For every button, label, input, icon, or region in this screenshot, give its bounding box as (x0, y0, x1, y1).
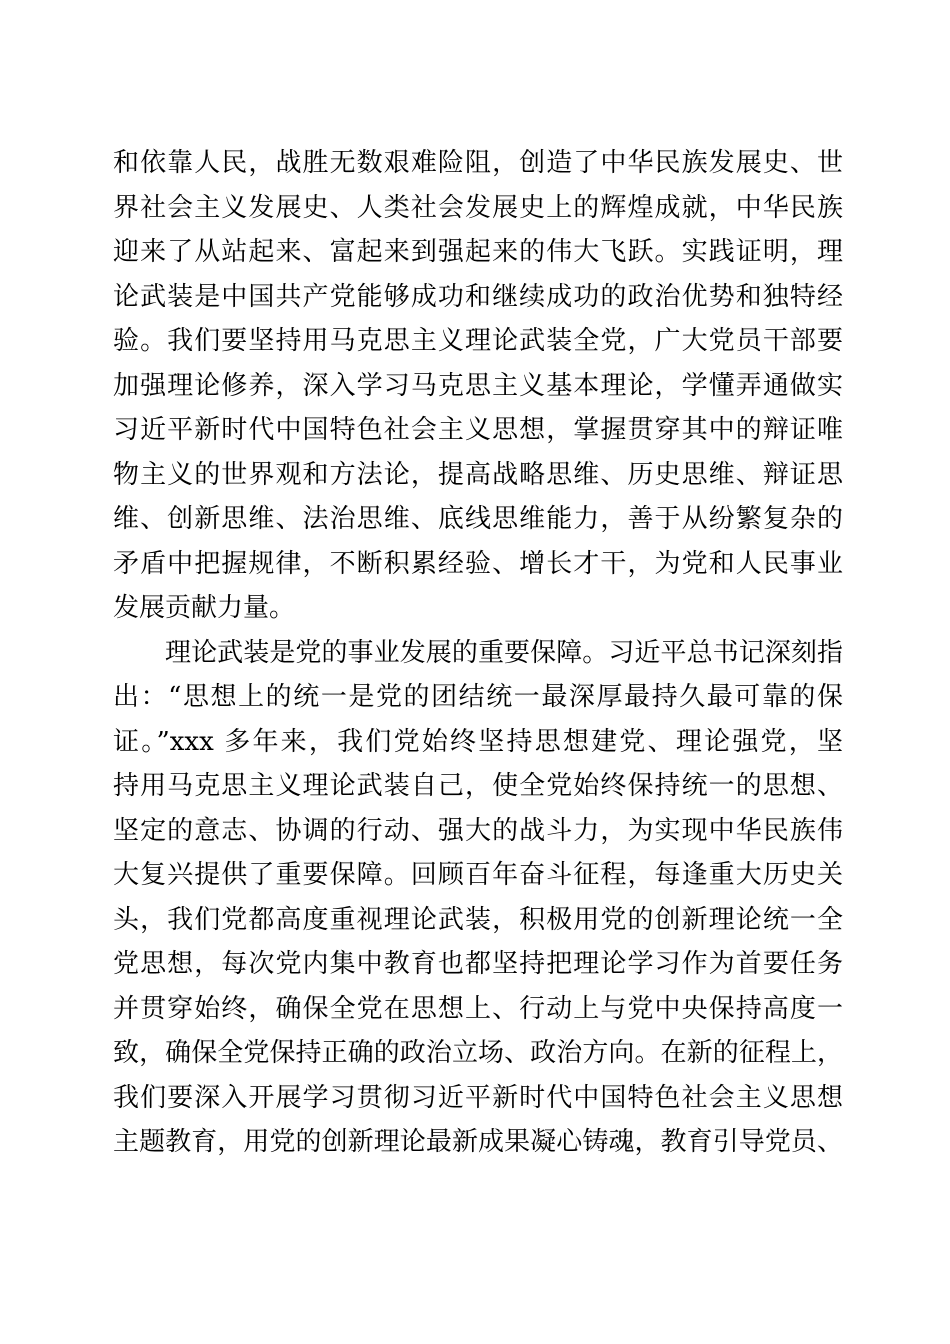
text-line: 头，我们党都高度重视理论武装，积极用党的创新理论统一全 (113, 904, 843, 935)
text-line: 持用马克思主义理论武装自己，使全党始终保持统一的思想、 (113, 771, 843, 801)
text-line: 发展贡献力量。 (113, 593, 296, 623)
text-line: 界社会主义发展史、人类社会发展史上的辉煌成就，中华民族 (113, 192, 843, 223)
text-line: 证。”xxx 多年来，我们党始终坚持思想建党、理论强党，坚 (113, 726, 843, 757)
document-body (113, 141, 843, 1165)
text-line: 理论武装是党的事业发展的重要保障。习近平总书记深刻指 (165, 637, 843, 668)
paragraph (113, 631, 843, 1165)
text-line: 出：“思想上的统一是党的团结统一最深厚最持久最可靠的保 (113, 682, 843, 712)
text-line: 和依靠人民，战胜无数艰难险阻，创造了中华民族发展史、世 (113, 148, 843, 178)
text-line: 论武装是中国共产党能够成功和继续成功的政治优势和独特经 (113, 281, 843, 312)
text-line: 迎来了从站起来、富起来到强起来的伟大飞跃。实践证明，理 (113, 237, 843, 267)
text-line: 加强理论修养，深入学习马克思主义基本理论，学懂弄通做实 (113, 370, 843, 401)
text-line: 习近平新时代中国特色社会主义思想，掌握贯穿其中的辩证唯 (113, 415, 843, 445)
text-line: 坚定的意志、协调的行动、强大的战斗力，为实现中华民族伟 (113, 815, 843, 846)
text-line: 大复兴提供了重要保障。回顾百年奋斗征程，每逢重大历史关 (113, 860, 843, 890)
text-line: 物主义的世界观和方法论，提高战略思维、历史思维、辩证思 (113, 459, 843, 490)
paragraph (113, 141, 843, 631)
text-line: 我们要深入开展学习贯彻习近平新时代中国特色社会主义思想 (113, 1082, 843, 1113)
text-line: 主题教育，用党的创新理论最新成果凝心铸魂，教育引导党员、 (113, 1127, 843, 1157)
text-line: 致，确保全党保持正确的政治立场、政治方向。在新的征程上， (113, 1038, 843, 1068)
text-line: 并贯穿始终，确保全党在思想上、行动上与党中央保持高度一 (113, 993, 843, 1024)
text-line: 维、创新思维、法治思维、底线思维能力，善于从纷繁复杂的 (113, 504, 843, 534)
text-line: 党思想，每次党内集中教育也都坚持把理论学习作为首要任务 (113, 949, 843, 979)
text-line: 验。我们要坚持用马克思主义理论武装全党，广大党员干部要 (113, 326, 843, 356)
text-line: 矛盾中把握规律，不断积累经验、增长才干，为党和人民事业 (113, 548, 843, 579)
